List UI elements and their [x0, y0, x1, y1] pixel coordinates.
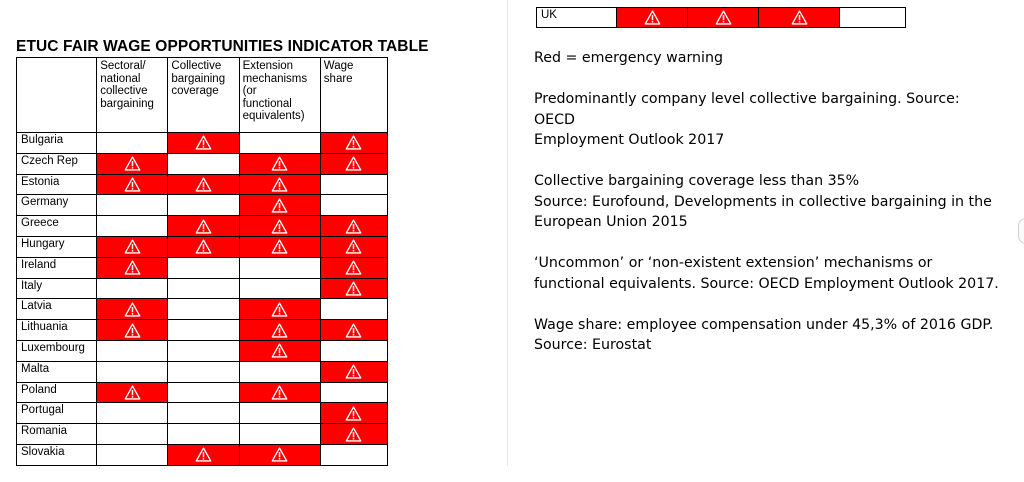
- empty-cell: [97, 278, 168, 299]
- warning-cell: [320, 153, 387, 174]
- empty-cell: [320, 299, 387, 320]
- warning-cell: [168, 236, 239, 257]
- table-row: [17, 174, 388, 195]
- warning-triangle-icon: [345, 260, 362, 275]
- warning-triangle-icon: [791, 10, 808, 25]
- warning-cell: [168, 174, 239, 195]
- warning-triangle-icon: [345, 364, 362, 379]
- warning-cell: [320, 236, 387, 257]
- note-legend: Red = emergency warning: [534, 50, 723, 66]
- empty-cell: [320, 340, 387, 361]
- warning-triangle-icon: [124, 260, 141, 275]
- empty-cell: [320, 195, 387, 216]
- notes-panel: [534, 48, 1004, 376]
- warning-cell: [617, 8, 688, 28]
- warning-triangle-icon: [124, 177, 141, 192]
- empty-cell: [97, 195, 168, 216]
- empty-cell: [97, 424, 168, 445]
- table-row: [17, 444, 388, 465]
- country-cell-germany: Germany: [17, 195, 97, 216]
- warning-triangle-icon: [195, 239, 212, 254]
- warning-triangle-icon: [271, 177, 288, 192]
- warning-cell: [97, 320, 168, 341]
- table-row: [17, 153, 388, 174]
- warning-triangle-icon: [195, 219, 212, 234]
- warning-cell: [97, 257, 168, 278]
- empty-cell: [239, 361, 320, 382]
- warning-triangle-icon: [271, 385, 288, 400]
- country-cell-lithuania: Lithuania: [17, 320, 97, 341]
- empty-cell: [320, 382, 387, 403]
- warning-cell: [168, 133, 239, 154]
- warning-triangle-icon: [345, 281, 362, 296]
- note-sectoral-bargaining: Predominantly company level collective bargaining. Source: OECD Employment Outlook 2017: [534, 91, 960, 148]
- table-row: [17, 216, 388, 237]
- warning-cell: [239, 444, 320, 465]
- warning-cell: [97, 153, 168, 174]
- warning-triangle-icon: [124, 385, 141, 400]
- empty-cell: [168, 278, 239, 299]
- empty-cell: [97, 340, 168, 361]
- empty-cell: [239, 133, 320, 154]
- country-cell-ireland: Ireland: [17, 257, 97, 278]
- table-row: [17, 361, 388, 382]
- warning-triangle-icon: [271, 219, 288, 234]
- column-header-bargaining-coverage: Collective bargaining coverage: [168, 58, 239, 133]
- warning-triangle-icon: [345, 323, 362, 338]
- table-row: [17, 257, 388, 278]
- note-extension-mechanisms: ‘Uncommon’ or ‘non-existent extension’ mechanisms or functional equivalents. Source: OECD Employment Outlook 2017.: [534, 255, 999, 292]
- empty-cell: [168, 340, 239, 361]
- warning-cell: [97, 236, 168, 257]
- column-header-country: [17, 58, 97, 133]
- warning-cell: [759, 8, 840, 28]
- warning-triangle-icon: [715, 10, 732, 25]
- country-cell-bulgaria: Bulgaria: [17, 133, 97, 154]
- warning-triangle-icon: [271, 447, 288, 462]
- country-cell-luxembourg: Luxembourg: [17, 340, 97, 361]
- table-row: [537, 8, 906, 28]
- note-wage-share: Wage share: employee compensation under 45,3% of 2016 GDP. Source: Eurostat: [534, 316, 994, 353]
- empty-cell: [168, 195, 239, 216]
- empty-cell: [168, 299, 239, 320]
- warning-triangle-icon: [271, 239, 288, 254]
- warning-cell: [320, 403, 387, 424]
- empty-cell: [320, 444, 387, 465]
- table-row: [17, 340, 388, 361]
- warning-triangle-icon: [124, 302, 141, 317]
- empty-cell: [97, 444, 168, 465]
- table-row: [17, 195, 388, 216]
- warning-cell: [239, 382, 320, 403]
- country-cell-malta: Malta: [17, 361, 97, 382]
- country-cell-romania: Romania: [17, 424, 97, 445]
- warning-triangle-icon: [345, 406, 362, 421]
- warning-triangle-icon: [345, 219, 362, 234]
- warning-triangle-icon: [271, 323, 288, 338]
- table-row: [17, 133, 388, 154]
- warning-cell: [320, 424, 387, 445]
- column-header-sectoral-bargaining: Sectoral/ national collective bargaining: [97, 58, 168, 133]
- country-cell-latvia: Latvia: [17, 299, 97, 320]
- country-cell-slovakia: Slovakia: [17, 444, 97, 465]
- uk-table: [536, 7, 906, 28]
- warning-triangle-icon: [195, 177, 212, 192]
- warning-cell: [97, 299, 168, 320]
- country-cell-poland: Poland: [17, 382, 97, 403]
- empty-cell: [168, 382, 239, 403]
- country-cell-czech-rep: Czech Rep: [17, 153, 97, 174]
- column-header-wage-share: Wage share: [320, 58, 387, 133]
- table-row: [17, 320, 388, 341]
- country-cell-hungary: Hungary: [17, 236, 97, 257]
- country-cell-greece: Greece: [17, 216, 97, 237]
- empty-cell: [239, 424, 320, 445]
- indicator-table: [16, 57, 388, 466]
- column-header-extension-mechanisms: Extension mechanisms (or functional equivalents): [239, 58, 320, 133]
- warning-triangle-icon: [271, 156, 288, 171]
- country-cell-italy: Italy: [17, 278, 97, 299]
- country-cell-uk: UK: [537, 8, 617, 28]
- table-row: [17, 382, 388, 403]
- warning-triangle-icon: [271, 198, 288, 213]
- warning-cell: [239, 153, 320, 174]
- warning-cell: [239, 216, 320, 237]
- country-cell-estonia: Estonia: [17, 174, 97, 195]
- warning-cell: [320, 361, 387, 382]
- empty-cell: [239, 278, 320, 299]
- empty-cell: [239, 403, 320, 424]
- warning-cell: [239, 174, 320, 195]
- table-title: ETUC FAIR WAGE OPPORTUNITIES INDICATOR TABLE: [16, 38, 429, 55]
- note-bargaining-coverage: Collective bargaining coverage less than 35% Source: Eurofound, Developments in collective bargaining in the European Union 2015: [534, 173, 992, 230]
- table-row: [17, 236, 388, 257]
- warning-cell: [239, 299, 320, 320]
- table-row: [17, 278, 388, 299]
- warning-cell: [239, 340, 320, 361]
- warning-cell: [320, 216, 387, 237]
- warning-triangle-icon: [345, 156, 362, 171]
- warning-cell: [97, 174, 168, 195]
- warning-triangle-icon: [345, 135, 362, 150]
- empty-cell: [168, 257, 239, 278]
- table-row: [17, 403, 388, 424]
- scroll-handle[interactable]: [1018, 218, 1024, 244]
- warning-triangle-icon: [345, 427, 362, 442]
- warning-triangle-icon: [124, 156, 141, 171]
- warning-triangle-icon: [124, 323, 141, 338]
- empty-cell: [97, 403, 168, 424]
- empty-cell: [97, 133, 168, 154]
- empty-cell: [97, 216, 168, 237]
- warning-cell: [320, 133, 387, 154]
- warning-triangle-icon: [124, 239, 141, 254]
- warning-cell: [239, 320, 320, 341]
- warning-triangle-icon: [345, 239, 362, 254]
- warning-cell: [320, 257, 387, 278]
- table-row: [17, 299, 388, 320]
- warning-cell: [320, 320, 387, 341]
- empty-cell: [239, 257, 320, 278]
- country-cell-portugal: Portugal: [17, 403, 97, 424]
- warning-cell: [688, 8, 759, 28]
- empty-cell: [320, 174, 387, 195]
- warning-cell: [239, 236, 320, 257]
- empty-cell: [840, 8, 906, 28]
- warning-cell: [97, 382, 168, 403]
- empty-cell: [97, 361, 168, 382]
- empty-cell: [168, 320, 239, 341]
- empty-cell: [168, 153, 239, 174]
- warning-triangle-icon: [271, 302, 288, 317]
- table-row: [17, 424, 388, 445]
- empty-cell: [168, 424, 239, 445]
- page-divider: [507, 0, 508, 466]
- empty-cell: [168, 403, 239, 424]
- warning-triangle-icon: [271, 343, 288, 358]
- warning-triangle-icon: [195, 135, 212, 150]
- warning-cell: [168, 444, 239, 465]
- warning-triangle-icon: [644, 10, 661, 25]
- warning-cell: [168, 216, 239, 237]
- warning-cell: [320, 278, 387, 299]
- header-row: [17, 58, 388, 133]
- warning-triangle-icon: [195, 447, 212, 462]
- empty-cell: [168, 361, 239, 382]
- warning-cell: [239, 195, 320, 216]
